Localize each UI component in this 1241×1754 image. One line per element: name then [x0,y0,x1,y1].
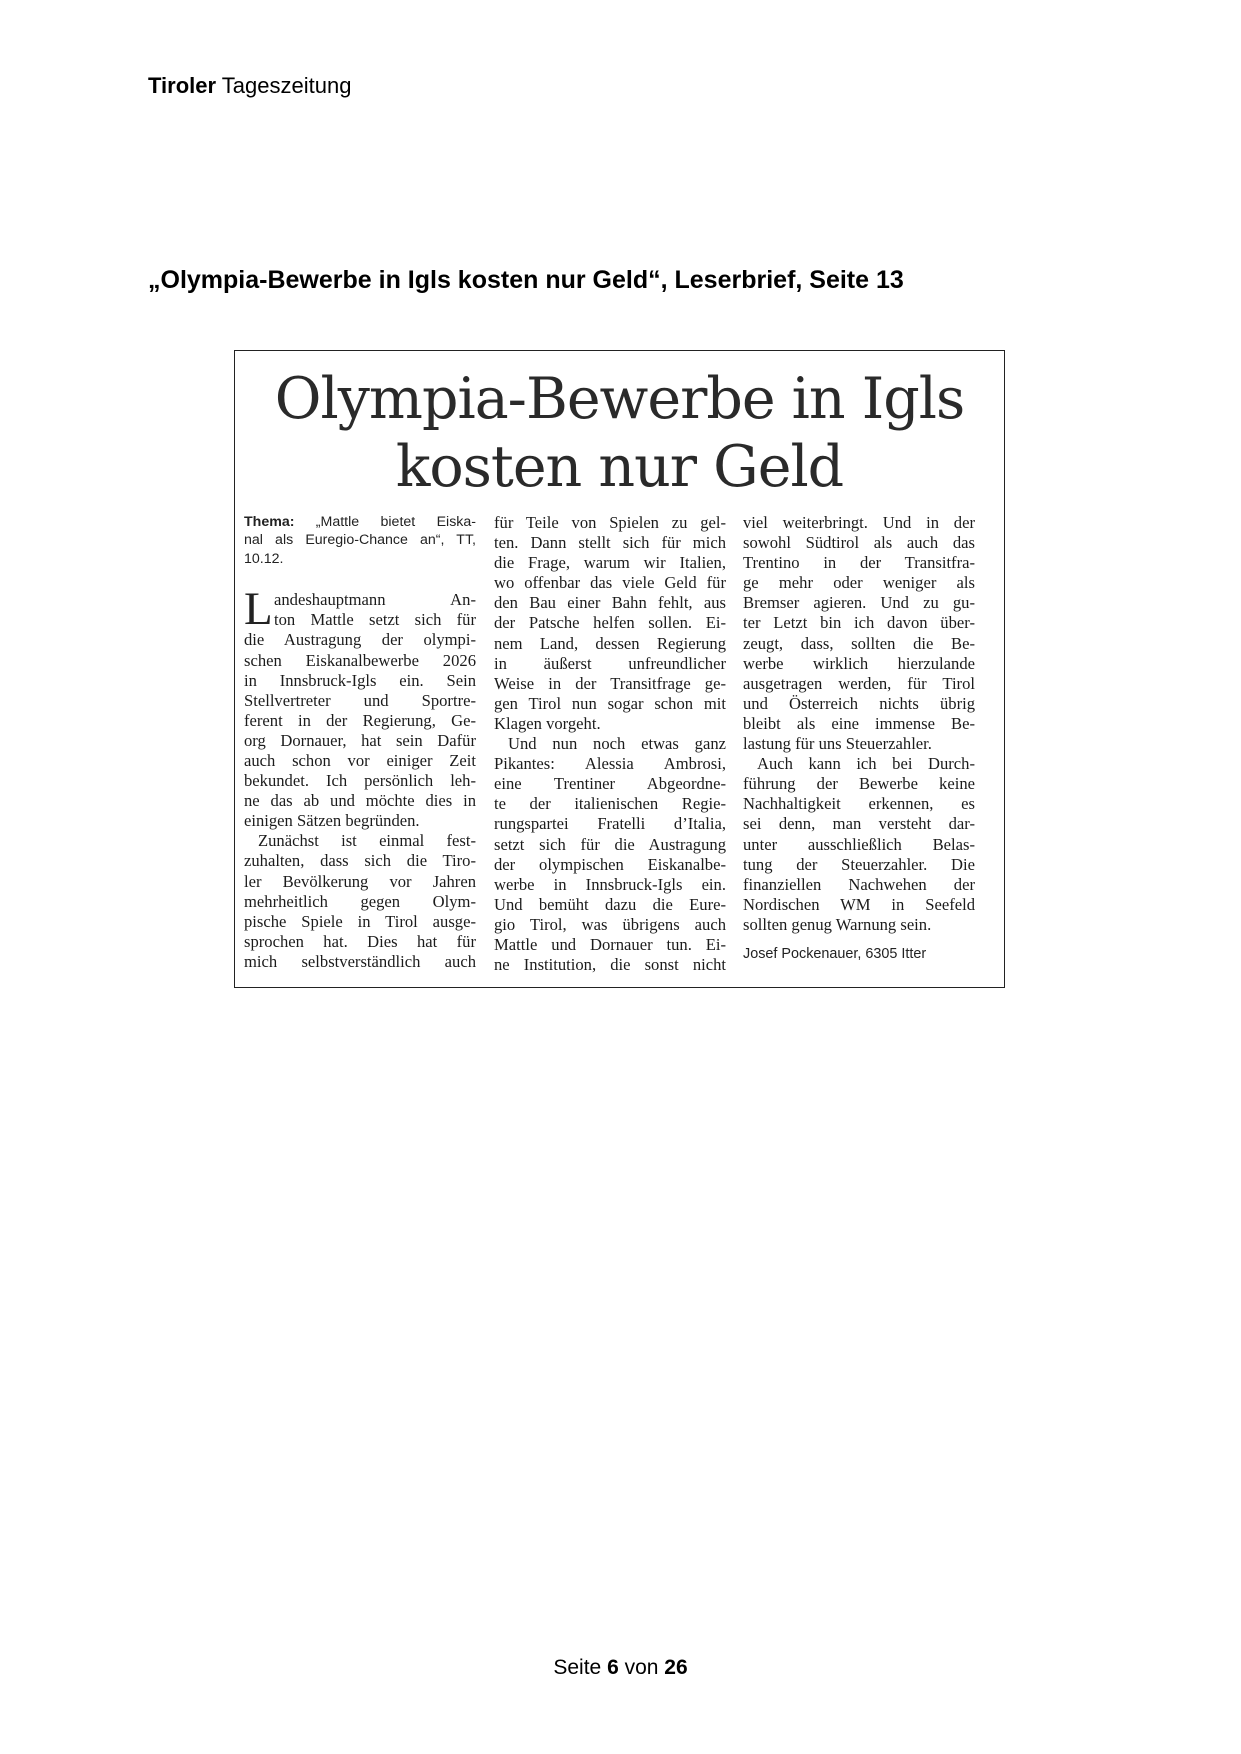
text-line: bleibt als eine immense Be- [743,713,975,733]
text-line: Pikantes: Alessia Ambrosi, [494,754,726,774]
spacer [244,568,476,590]
text-line: und Österreich nichts übrig [743,693,975,713]
text-line: ge mehr oder weniger als [743,573,975,593]
text-line: ler Bevölkerung vor Jahren [244,871,476,891]
text-line: eine Trentiner Abgeordne- [494,774,726,794]
text-line: ter Letzt bin ich davon über- [743,613,975,633]
text-line: sowohl Südtirol als auch das [743,533,975,553]
column-1-body [244,583,476,972]
thema-reference [244,513,476,568]
text-line: Zunächst ist einmal fest- [258,831,476,851]
text-line: für Teile von Spielen zu gel- [494,513,726,532]
article-headline [235,365,1004,501]
text-line: sollten genug Warnung sein. [743,914,932,934]
thema-line: nal als Euregio-Chance an“, TT, [244,532,476,549]
thema-line [244,513,476,531]
text-line: Nachhaltigkeit erkennen, es [743,794,975,814]
thema-line: 10.12. [244,550,284,567]
text-line: mehrheitlich gegen Olym- [244,891,476,911]
text-line: werbe wirklich hierzulande [743,653,975,673]
text-line: pische Spiele in Tirol ausge- [244,911,476,931]
newspaper-name [148,73,351,99]
drop-cap: L [244,583,273,636]
text-line: lastung für uns Steuerzahler. [743,734,932,754]
text-line: mich selbstverständlich auch [244,951,476,971]
article-column-3 [743,513,975,964]
thema-label: Thema: [244,514,295,530]
text-line: viel weiterbringt. Und in der [743,513,975,532]
text-line: schen Eiskanalbewerbe 2026 [244,650,476,670]
document-title: „Olympia-Bewerbe in Igls kosten nur Geld“, Leserbrief, Seite 13 [148,266,904,294]
author-signature: Josef Pockenauer, 6305 Itter [743,945,927,962]
newspaper-name-rest: Tageszeitung [216,73,352,98]
text-line: Bremser agieren. Und zu gu- [743,593,975,613]
text-line: in äußerst unfreundlicher [494,653,726,673]
text-line: die Frage, warum wir Italien, [494,553,726,573]
text-line: zeugt, dass, sollten die Be- [743,633,975,653]
thema-line-text: „Mattle bietet Eiska- [294,514,476,530]
article-columns [244,513,994,983]
text-line: führung der Bewerbe keine [743,774,975,794]
page-number [0,1656,1241,1680]
article-column-2 [494,513,726,975]
text-line: wo offenbar das viele Geld für [494,573,726,593]
text-line: der olympischen Eiskanalbe- [494,854,726,874]
text-line: Stellvertreter und Sportre- [244,690,476,710]
text-line: ten. Dann stellt sich für mich [494,533,726,553]
text-line: zuhalten, dass sich die Tiro- [244,851,476,871]
text-line: ne Institution, die sonst nicht [494,955,726,975]
headline-line-2: kosten nur Geld [395,434,844,500]
text-line: sprochen hat. Dies hat für [244,931,476,951]
page-middle: von [618,1656,665,1679]
text-line: Auch kann ich bei Durch- [757,754,975,774]
total-pages: 26 [664,1656,688,1679]
text-line: auch schon vor einiger Zeit [244,750,476,770]
text-line: nem Land, dessen Regierung [494,633,726,653]
text-line: gio Tirol, was übrigens auch [494,914,726,934]
text-line: finanziellen Nachwehen der [743,874,975,894]
text-line: Klagen vorgeht. [494,713,601,733]
text-line: rungspartei Fratelli d’Italia, [494,814,726,834]
current-page: 6 [607,1656,619,1679]
text-line: die Austragung der olympi- [244,630,476,650]
text-line: gen Tirol nun sogar schon mit [494,693,726,713]
page-prefix: Seite [553,1656,608,1679]
text-line: Nordischen WM in Seefeld [743,894,975,914]
text-line: bekundet. Ich persönlich leh- [244,771,476,791]
text-line: tung der Steuerzahler. Die [743,854,975,874]
text-line: andeshauptmann An- [274,590,476,610]
text-line: einigen Sätzen begründen. [244,811,420,831]
text-line: werbe in Innsbruck-Igls ein. [494,874,726,894]
text-line: Weise in der Transitfrage ge- [494,673,726,693]
text-line: ferent in der Regierung, Ge- [244,710,476,730]
text-line: unter ausschließlich Belas- [743,834,975,854]
article-clipping [234,350,1005,988]
headline-line-1: Olympia-Bewerbe in Igls [274,366,965,432]
text-line: ausgetragen werden, für Tirol [743,673,975,693]
text-line: Mattle und Dornauer tun. Ei- [494,934,726,954]
text-line: org Dornauer, hat sein Dafür [244,730,476,750]
text-line: setzt sich für die Austragung [494,834,726,854]
text-line: den Bau einer Bahn fehlt, aus [494,593,726,613]
text-line: sei denn, man versteht dar- [743,814,975,834]
article-column-1 [244,513,476,972]
text-line: ne das ab und möchte dies in [244,791,476,811]
text-line: ton Mattle setzt sich für [274,610,476,630]
newspaper-name-bold: Tiroler [148,73,217,98]
text-line: der Patsche helfen sollen. Ei- [494,613,726,633]
text-line: in Innsbruck-Igls ein. Sein [244,670,476,690]
text-line: Und bemüht dazu die Eure- [494,894,726,914]
text-line: te der italienischen Regie- [494,794,726,814]
text-line: Trentino in der Transitfra- [743,553,975,573]
text-line: Und nun noch etwas ganz [508,734,726,754]
